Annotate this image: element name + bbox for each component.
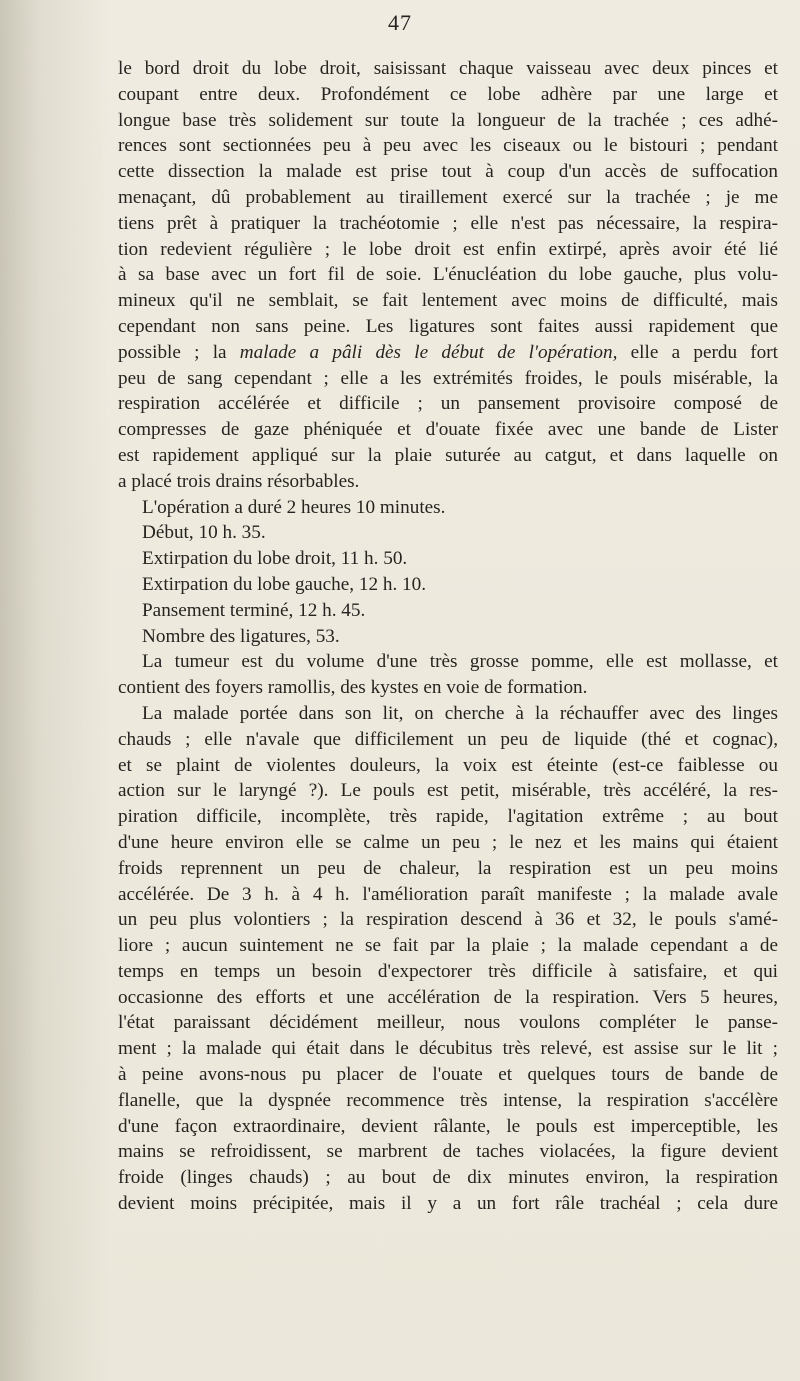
text-line: d'une façon extraordinaire, devient râlante, le pouls est imperceptible, les — [118, 1115, 778, 1137]
text-line: flanelle, que la dyspnée recommence très intense, la respiration s'accélère — [118, 1089, 778, 1111]
text-line: action sur le laryngé ?). Le pouls est petit, misérable, très accéléré, la res- — [118, 780, 778, 802]
text-line: froids reprennent un peu de chaleur, la respiration est un peu moins — [118, 857, 778, 879]
text-line: froide (linges chauds) ; au bout de dix minutes environ, la respiration — [118, 1167, 778, 1189]
paragraph-operation-details — [118, 56, 778, 495]
text-line: cette dissection la malade est prise tout à coup d'un accès de suffocation — [118, 161, 778, 183]
paragraph-tumor — [118, 649, 778, 701]
text-line: accélérée. De 3 h. à 4 h. l'amélioration paraît manifeste ; la malade avale — [118, 883, 778, 905]
text-line: à sa base avec un fort fil de soie. L'énucléation du lobe gauche, plus volu- — [118, 264, 778, 286]
operation-timing-list — [118, 495, 778, 650]
text-line: tion redevient régulière ; le lobe droit est enfin extirpé, après avoir été lié — [118, 238, 778, 260]
text-line: respiration accélérée et difficile ; un pansement provisoire composé de — [118, 393, 778, 415]
timing-dressing: Pansement terminé, 12 h. 45. — [142, 599, 366, 621]
page-number: 47 — [388, 10, 412, 35]
text-line: est rapidement appliqué sur la plaie suturée au catgut, et dans laquelle on — [118, 444, 778, 466]
text-segment: elle a perdu fort — [617, 341, 778, 363]
text-line: d'une heure environ elle se calme un peu ; le nez et les mains qui étaient — [118, 831, 778, 853]
text-line-with-italic — [118, 340, 778, 366]
text-line: occasionne des efforts et une accélération de la respiration. Vers 5 heures, — [118, 986, 778, 1008]
text-line: menaçant, dû probablement au tiraillement exercé sur la trachée ; je me — [118, 186, 778, 208]
timing-left-lobe: Extirpation du lobe gauche, 12 h. 10. — [142, 573, 427, 595]
timing-ligatures: Nombre des ligatures, 53. — [142, 625, 340, 647]
text-line: chauds ; elle n'avale que difficilement un peu de liquide (thé et cognac), — [118, 728, 778, 750]
text-line: un peu plus volontiers ; la respiration descend à 36 et 32, le pouls s'amé- — [118, 909, 778, 931]
paragraph-postoperative — [118, 701, 778, 1217]
text-line: à peine avons-nous pu placer de l'ouate et quelques tours de bande de — [118, 1064, 778, 1086]
text-line: peu de sang cependant ; elle a les extrémités froides, le pouls misérable, la — [118, 367, 778, 389]
text-line: La tumeur est du volume d'une très grosse pomme, elle est mollasse, et — [142, 651, 778, 673]
body-text — [118, 56, 778, 1217]
text-line: La malade portée dans son lit, on cherche à la réchauffer avec des linges — [142, 702, 778, 724]
timing-start: Début, 10 h. 35. — [142, 522, 266, 544]
text-line: longue base très solidement sur toute la longueur de la trachée ; ces adhé- — [118, 109, 778, 131]
text-line: l'état paraissant décidément meilleur, nous voulons compléter le panse- — [118, 1012, 778, 1034]
text-line: piration difficile, incomplète, très rapide, l'agitation extrême ; au bout — [118, 806, 778, 828]
timing-right-lobe: Extirpation du lobe droit, 11 h. 50. — [142, 548, 408, 570]
text-line: tiens prêt à pratiquer la trachéotomie ; elle n'est pas nécessaire, la respira- — [118, 212, 778, 234]
text-line: et se plaint de violentes douleurs, la voix est éteinte (est-ce faiblesse ou — [118, 754, 778, 776]
text-line: rences sont sectionnées peu à peu avec les ciseaux ou le bistouri ; pendant — [118, 135, 778, 157]
text-line: temps en temps un besoin d'expectorer très difficile à satisfaire, et qui — [118, 960, 778, 982]
italic-segment: malade a pâli dès le début de l'opération, — [239, 341, 618, 363]
text-line: le bord droit du lobe droit, saisissant chaque vaisseau avec deux pinces et — [118, 58, 778, 79]
text-line: coupant entre deux. Profondément ce lobe adhère par une large et — [118, 83, 778, 105]
text-line: devient moins précipitée, mais il y a un fort râle trachéal ; cela dure — [118, 1193, 778, 1215]
text-line: ment ; la malade qui était dans le décubitus très relevé, est assise sur le lit ; — [118, 1038, 778, 1060]
text-line: mineux qu'il ne semblait, se fait lentement avec moins de difficulté, mais — [118, 290, 778, 312]
text-line: compresses de gaze phéniquée et d'ouate fixée avec une bande de Lister — [118, 419, 778, 441]
text-line: cependant non sans peine. Les ligatures sont faites aussi rapidement que — [118, 315, 778, 337]
text-line: a placé trois drains résorbables. — [118, 470, 360, 492]
text-line: contient des foyers ramollis, des kystes en voie de formation. — [118, 677, 588, 699]
text-segment: possible ; la — [118, 341, 240, 363]
text-line: mains se refroidissent, se marbrent de taches violacées, la figure devient — [118, 1141, 778, 1163]
timing-duration: L'opération a duré 2 heures 10 minutes. — [142, 496, 446, 518]
text-line: liore ; aucun suintement ne se fait par la plaie ; la malade cependant a de — [118, 935, 778, 957]
